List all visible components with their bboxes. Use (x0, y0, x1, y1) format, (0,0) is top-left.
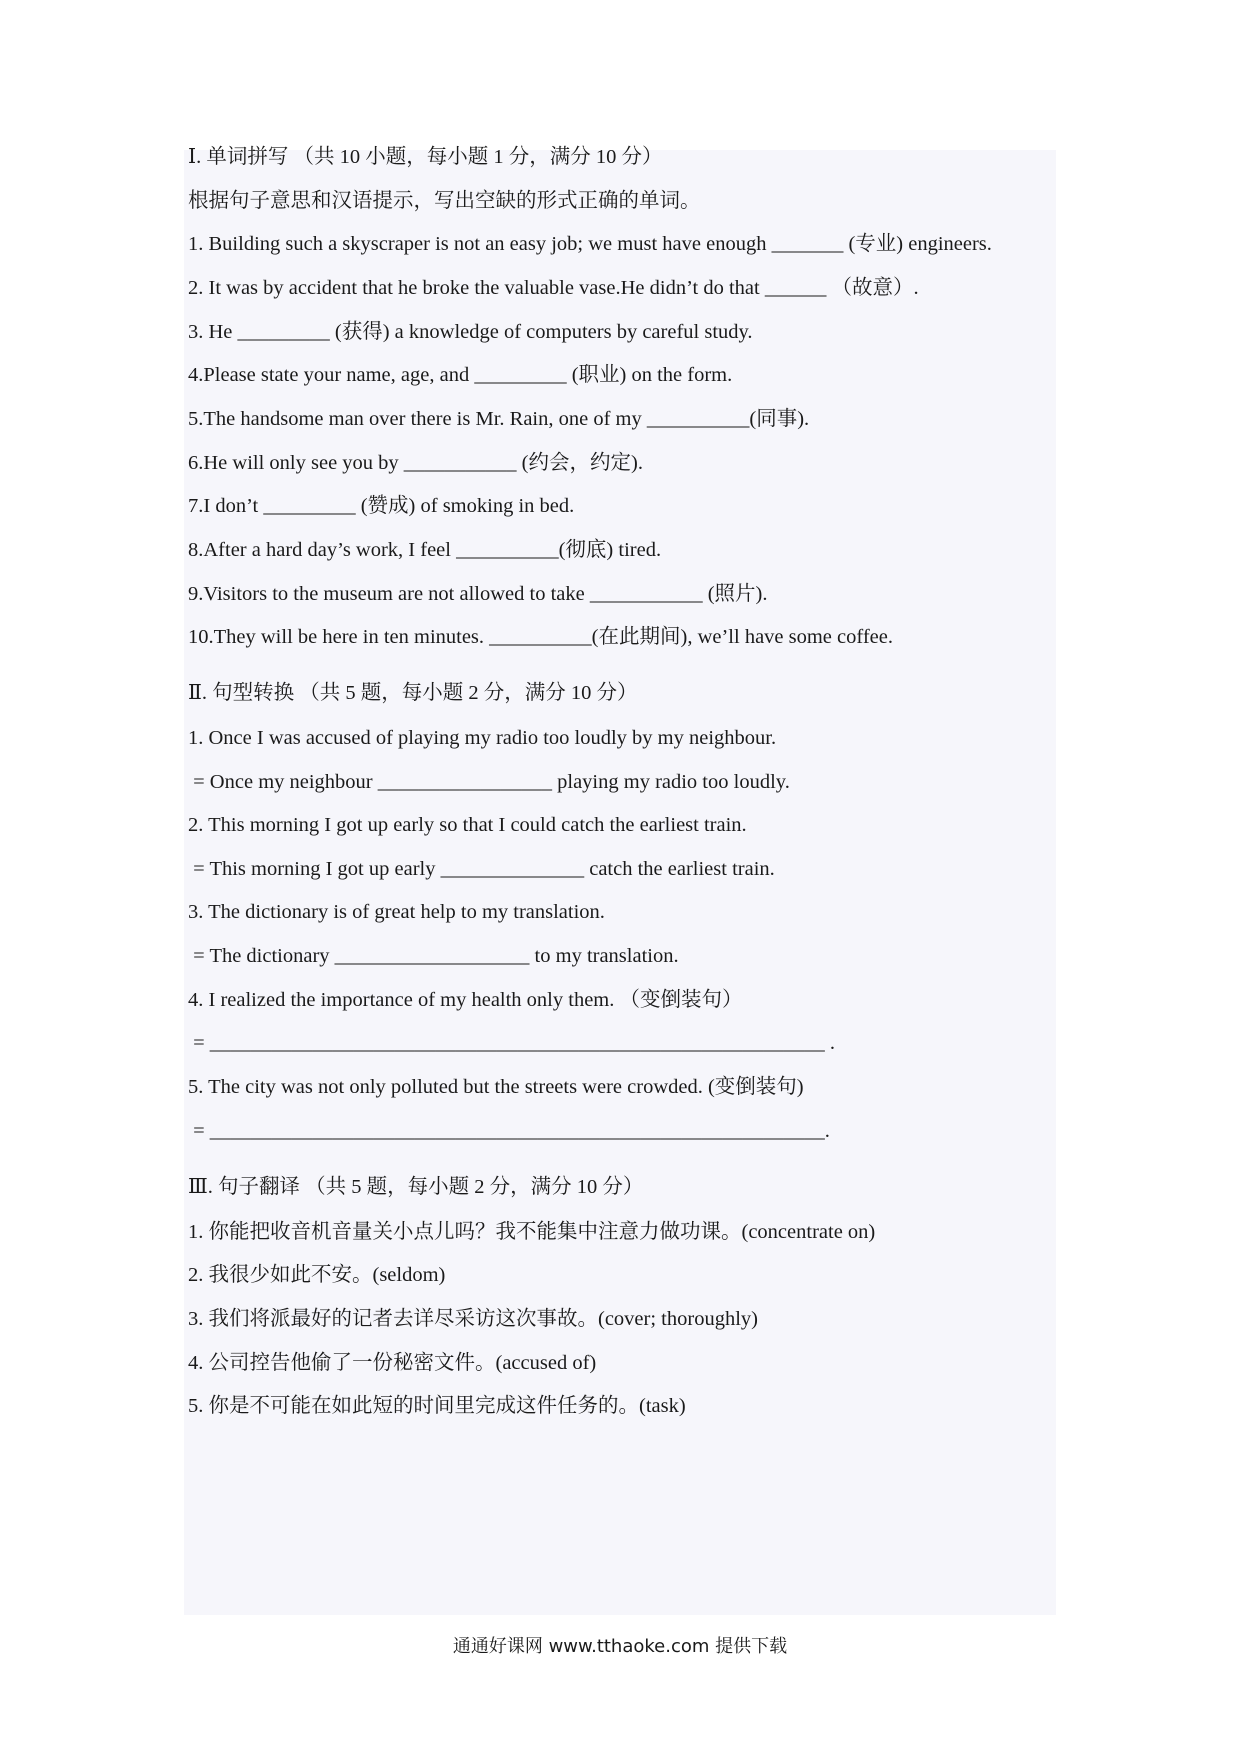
section1-item-2: 2. It was by accident that he broke the valuable vase.He didn’t do that ______ （故意）. (188, 277, 919, 299)
section2-answer-3: = The dictionary ___________________ to my translation. (188, 945, 679, 967)
section2-answer-5: = ____________________________________________________________. (188, 1120, 830, 1142)
footer-credit: 通通好课网 www.tthaoke.com 提供下载 (452, 1636, 788, 1657)
section2-item-3: 3. The dictionary is of great help to my translation. (188, 901, 605, 923)
section2-item-1: 1. Once I was accused of playing my radio too loudly by my neighbour. (188, 727, 777, 749)
section2-heading: Ⅱ. 句型转换 （共 5 题，每小题 2 分，满分 10 分） (188, 682, 638, 704)
section1-item-7: 7.I don’t _________ (赞成) of smoking in bed. (188, 495, 575, 517)
section3-item-5: 5. 你是不可能在如此短的时间里完成这件任务的。(task) (188, 1395, 686, 1417)
section3-item-1: 1. 你能把收音机音量关小点儿吗？我不能集中注意力做功课。(concentrate on) (188, 1221, 876, 1243)
section2-answer-2: = This morning I got up early ______________ catch the earliest train. (188, 858, 775, 880)
section3-item-2: 2. 我很少如此不安。(seldom) (188, 1264, 446, 1286)
section1-item-5: 5.The handsome man over there is Mr. Rain, one of my __________(同事). (188, 408, 810, 430)
section1-heading: Ⅰ. 单词拼写 （共 10 小题，每小题 1 分，满分 10 分） (188, 146, 663, 168)
section3-item-4: 4. 公司控告他偷了一份秘密文件。(accused of) (188, 1352, 597, 1374)
section1-item-1: 1. Building such a skyscraper is not an easy job; we must have enough _______ (专业) engineers. (188, 233, 992, 255)
section2-answer-1: = Once my neighbour _________________ playing my radio too loudly. (188, 771, 790, 793)
section1-instruction: 根据句子意思和汉语提示，写出空缺的形式正确的单词。 (188, 190, 701, 212)
section1-item-3: 3. He _________ (获得) a knowledge of computers by careful study. (188, 321, 753, 343)
section1-item-10: 10.They will be here in ten minutes. __________(在此期间), we’ll have some coffee. (188, 626, 893, 648)
section2-item-2: 2. This morning I got up early so that I could catch the earliest train. (188, 814, 747, 836)
section1-item-4: 4.Please state your name, age, and _________ (职业) on the form. (188, 364, 733, 386)
section3-item-3: 3. 我们将派最好的记者去详尽采访这次事故。(cover; thoroughly) (188, 1308, 758, 1330)
section1-item-8: 8.After a hard day’s work, I feel __________(彻底) tired. (188, 539, 662, 561)
section1-item-6: 6.He will only see you by ___________ (约会，约定). (188, 452, 643, 474)
section2-answer-4: = ____________________________________________________________ . (188, 1032, 836, 1054)
section2-item-4: 4. I realized the importance of my health only them. （变倒装句） (188, 989, 743, 1011)
section3-heading: Ⅲ. 句子翻译 （共 5 题，每小题 2 分，满分 10 分） (188, 1176, 644, 1198)
section2-item-5: 5. The city was not only polluted but the streets were crowded. (变倒装句) (188, 1076, 804, 1098)
section1-item-9: 9.Visitors to the museum are not allowed to take ___________ (照片). (188, 583, 768, 605)
